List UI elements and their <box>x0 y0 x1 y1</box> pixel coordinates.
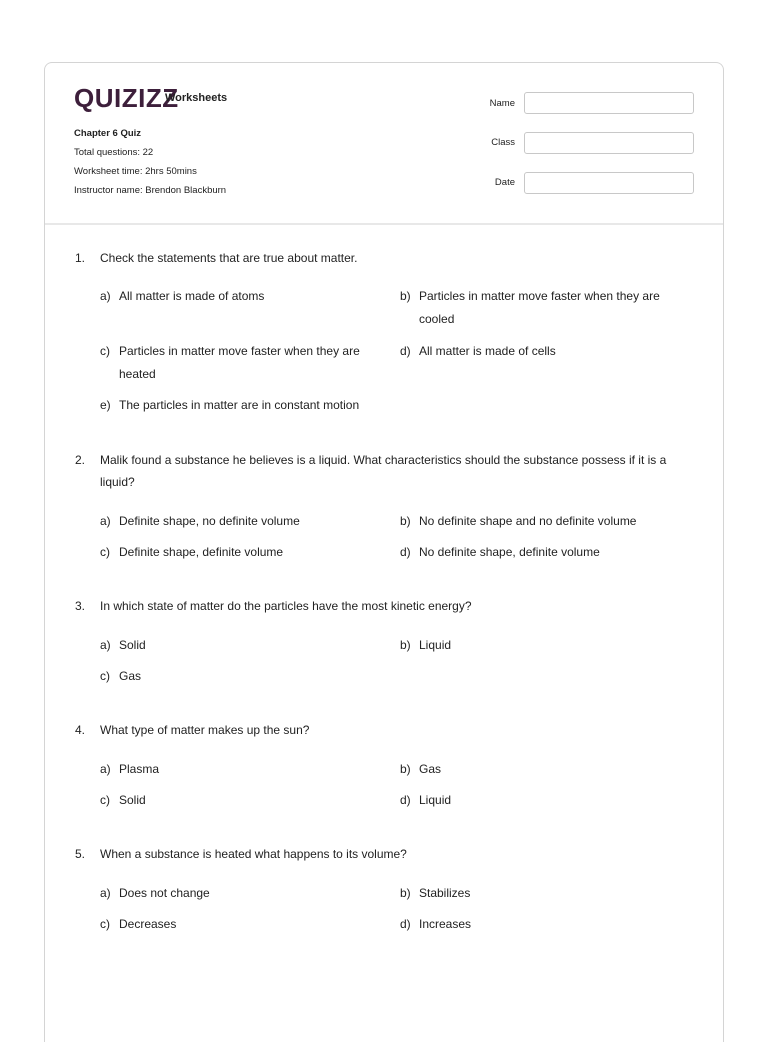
option-text: Liquid <box>419 638 452 652</box>
option-text: Plasma <box>119 762 160 776</box>
option-letter: b) <box>400 289 411 303</box>
option-text: The particles in matter are in constant motion <box>119 398 360 412</box>
option-text: Particles in matter move faster when they are heated <box>119 344 360 381</box>
option-text: All matter is made of cells <box>419 344 556 358</box>
option-text: Liquid <box>419 793 452 807</box>
option-letter: c) <box>100 917 110 931</box>
question-number: 1. <box>75 251 86 265</box>
question-text: When a substance is heated what happens to its volume? <box>100 847 407 861</box>
option-letter: e) <box>100 398 111 412</box>
option-letter: a) <box>100 638 111 652</box>
quiz-title: Chapter 6 Quiz <box>74 128 142 139</box>
option-letter: d) <box>400 344 411 358</box>
date-field[interactable] <box>524 172 694 194</box>
option-letter: b) <box>400 762 411 776</box>
option-letter: a) <box>100 762 111 776</box>
question-text: In which state of matter do the particles have the most kinetic energy? <box>100 599 472 613</box>
question-text: What type of matter makes up the sun? <box>100 723 310 737</box>
option-letter: c) <box>100 669 110 683</box>
option-letter: c) <box>100 344 110 358</box>
option-text: No definite shape and no definite volume <box>419 514 637 528</box>
option-text: No definite shape, definite volume <box>419 545 600 559</box>
class-field[interactable] <box>524 132 694 154</box>
option-text: Definite shape, definite volume <box>119 545 284 559</box>
question-text: Malik found a substance he believes is a liquid. What characteristics should the substance possess if it is a liquid? <box>100 453 667 489</box>
question-text: Check the statements that are true about matter. <box>100 251 358 265</box>
option-text: Gas <box>119 669 142 683</box>
quizizz-logo: QUIZIZZ <box>74 83 179 113</box>
worksheet-time: Worksheet time: 2hrs 50mins <box>74 166 197 177</box>
option-letter: c) <box>100 545 110 559</box>
total-questions: Total questions: 22 <box>74 147 154 158</box>
question-number: 5. <box>75 847 86 861</box>
option-text: Solid <box>119 793 146 807</box>
worksheet-header <box>45 63 723 225</box>
option-letter: a) <box>100 514 111 528</box>
option-letter: b) <box>400 514 411 528</box>
option-letter: c) <box>100 793 110 807</box>
option-text: Increases <box>419 917 472 931</box>
option-letter: b) <box>400 886 411 900</box>
option-text: Does not change <box>119 886 210 900</box>
date-label: Date <box>494 177 515 188</box>
option-letter: d) <box>400 793 411 807</box>
option-text: Particles in matter move faster when they are cooled <box>419 289 660 326</box>
option-letter: a) <box>100 886 111 900</box>
name-field[interactable] <box>524 92 694 114</box>
name-label: Name <box>489 98 515 109</box>
class-label: Class <box>491 137 515 148</box>
option-letter: d) <box>400 917 411 931</box>
option-text: Gas <box>419 762 442 776</box>
option-text: Solid <box>119 638 146 652</box>
option-text: All matter is made of atoms <box>119 289 265 303</box>
logo-subtitle: Worksheets <box>165 92 228 104</box>
option-letter: d) <box>400 545 411 559</box>
option-text: Definite shape, no definite volume <box>119 514 300 528</box>
worksheet-page <box>44 62 724 1042</box>
option-text: Stabilizes <box>419 886 471 900</box>
option-letter: b) <box>400 638 411 652</box>
question-number: 4. <box>75 723 86 737</box>
instructor-name: Instructor name: Brendon Blackburn <box>74 185 227 196</box>
question-number: 3. <box>75 599 86 613</box>
option-text: Decreases <box>119 917 177 931</box>
question-number: 2. <box>75 453 86 467</box>
option-letter: a) <box>100 289 111 303</box>
